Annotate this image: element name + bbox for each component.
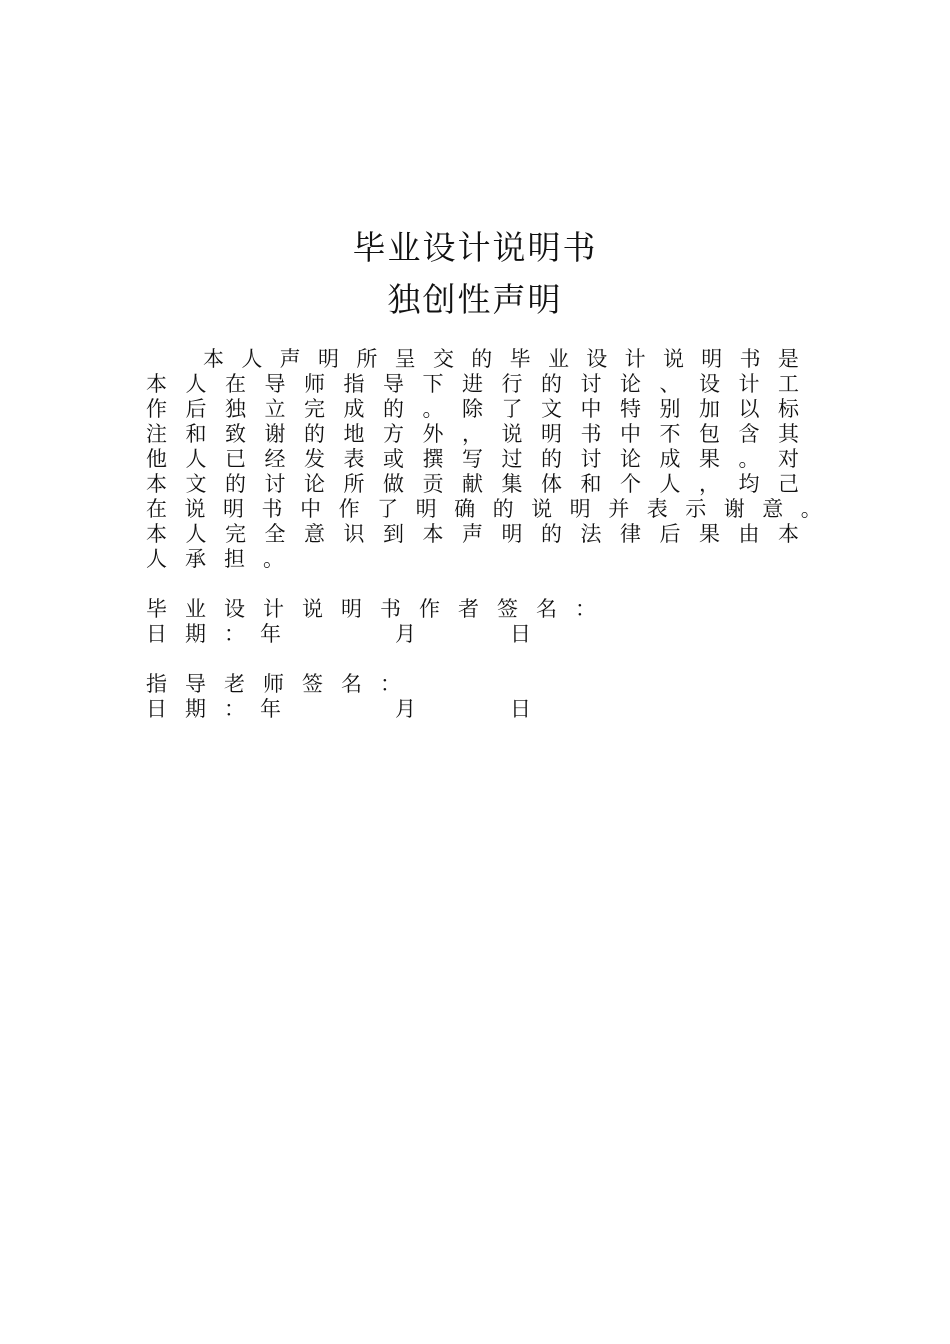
advisor-date-label: 日期： — [146, 697, 263, 721]
body-char: 讨 — [580, 372, 602, 396]
body-char: 论 — [620, 372, 641, 396]
body-char: 并 — [608, 497, 630, 521]
body-char: 人 — [659, 472, 681, 496]
body-char: 说 — [662, 347, 684, 371]
body-char: 己 — [778, 472, 799, 496]
body-char: 论 — [304, 472, 325, 496]
declaration-title: 独创性声明 — [387, 280, 563, 319]
body-char: 本 — [146, 522, 167, 546]
body-char: 中 — [300, 497, 322, 521]
body-char: 明 — [701, 347, 723, 371]
body-char: 中 — [580, 397, 602, 421]
body-char: 意 — [304, 522, 325, 546]
body-line — [146, 547, 302, 572]
body-char: 计 — [738, 372, 760, 396]
body-char: 的 — [225, 472, 246, 496]
body-char: 人 — [185, 522, 207, 546]
body-char: 致 — [225, 422, 246, 446]
body-char: 明 — [223, 497, 245, 521]
body-line — [146, 372, 799, 397]
body-char: 和 — [185, 422, 207, 446]
body-char: 进 — [462, 372, 483, 396]
body-char: 他 — [146, 447, 167, 471]
body-char: 。 — [800, 497, 822, 521]
body-line — [146, 472, 799, 497]
body-char: 人 — [241, 347, 263, 371]
body-line — [203, 347, 799, 372]
body-char: 经 — [264, 447, 286, 471]
body-char: 表 — [343, 447, 365, 471]
body-char: 计 — [624, 347, 646, 371]
body-char: 书 — [261, 497, 283, 521]
body-char: 明 — [317, 347, 339, 371]
body-char: 含 — [738, 422, 760, 446]
body-char: 的 — [492, 497, 514, 521]
body-char: 由 — [738, 522, 760, 546]
body-char: 均 — [738, 472, 760, 496]
body-char: 本 — [146, 372, 167, 396]
body-char: 谢 — [264, 422, 286, 446]
body-char: 文 — [541, 397, 562, 421]
author-date-label: 日期： — [146, 622, 263, 646]
body-char: 方 — [383, 422, 404, 446]
body-char: 的 — [304, 422, 325, 446]
advisor-month-label: 月 — [395, 697, 416, 721]
body-char: 明 — [569, 497, 591, 521]
body-char: 后 — [659, 522, 681, 546]
body-char: 明 — [501, 522, 523, 546]
body-char: 表 — [646, 497, 668, 521]
body-char: 地 — [343, 422, 365, 446]
author-day-label: 日 — [510, 622, 531, 646]
body-char: 集 — [501, 472, 523, 496]
body-char: 文 — [185, 472, 207, 496]
body-char: 声 — [279, 347, 301, 371]
body-char: 是 — [777, 347, 799, 371]
body-char: 。 — [263, 547, 284, 571]
body-char: 不 — [659, 422, 681, 446]
body-char: 已 — [225, 447, 246, 471]
body-char: 以 — [738, 397, 760, 421]
author-signature-label: 毕业设计说明书作者签名： — [146, 597, 614, 621]
body-char: 特 — [620, 397, 641, 421]
body-char: 说 — [531, 497, 553, 521]
body-char: 本 — [422, 522, 444, 546]
body-char: 确 — [454, 497, 476, 521]
body-char: 指 — [343, 372, 365, 396]
body-char: 说 — [501, 422, 523, 446]
body-char: 书 — [580, 422, 602, 446]
body-char: 撰 — [422, 447, 444, 471]
body-char: 行 — [501, 372, 523, 396]
body-char: 承 — [185, 547, 206, 571]
body-char: 发 — [304, 447, 325, 471]
body-char: 本 — [146, 472, 167, 496]
body-char: 作 — [146, 397, 167, 421]
body-char: 外 — [422, 422, 444, 446]
body-char: ， — [462, 422, 483, 446]
body-char: 了 — [377, 497, 399, 521]
body-char: 完 — [304, 397, 325, 421]
body-char: 中 — [620, 422, 641, 446]
body-char: 导 — [264, 372, 286, 396]
body-char: 担 — [224, 547, 245, 571]
document-title: 毕业设计说明书 — [352, 228, 598, 267]
body-char: 交 — [432, 347, 454, 371]
body-char: 在 — [225, 372, 246, 396]
body-char: 献 — [462, 472, 483, 496]
body-char: 了 — [501, 397, 523, 421]
body-char: 贡 — [422, 472, 444, 496]
body-char: 除 — [462, 397, 483, 421]
body-char: 果 — [699, 447, 720, 471]
body-char: 毕 — [509, 347, 531, 371]
body-char: 其 — [778, 422, 799, 446]
body-char: 果 — [699, 522, 720, 546]
body-char: 做 — [383, 472, 404, 496]
body-char: 写 — [462, 447, 483, 471]
body-char: 在 — [146, 497, 167, 521]
author-year-label: 年 — [260, 622, 281, 646]
body-char: 的 — [541, 447, 562, 471]
body-char: 明 — [415, 497, 437, 521]
body-char: 书 — [739, 347, 761, 371]
body-char: 讨 — [264, 472, 286, 496]
body-char: 的 — [471, 347, 493, 371]
body-char: 的 — [541, 372, 562, 396]
body-char: 声 — [462, 522, 483, 546]
body-char: 、 — [659, 372, 681, 396]
advisor-signature-label: 指导老师签名： — [146, 672, 419, 696]
body-char: 明 — [541, 422, 562, 446]
body-char: 本 — [778, 522, 799, 546]
body-char: 立 — [264, 397, 286, 421]
body-char: 过 — [501, 447, 523, 471]
body-char: ， — [699, 472, 720, 496]
body-char: 对 — [778, 447, 799, 471]
body-char: 标 — [778, 397, 799, 421]
body-char: 下 — [422, 372, 444, 396]
body-char: 成 — [659, 447, 681, 471]
body-char: 所 — [343, 472, 365, 496]
body-char: 讨 — [580, 447, 602, 471]
body-line — [146, 422, 799, 447]
body-char: 师 — [304, 372, 325, 396]
body-char: 全 — [264, 522, 286, 546]
body-char: 工 — [778, 372, 799, 396]
body-char: 识 — [343, 522, 365, 546]
body-char: 后 — [185, 397, 207, 421]
body-char: 包 — [699, 422, 720, 446]
body-char: 别 — [659, 397, 681, 421]
body-line — [146, 447, 799, 472]
body-char: 人 — [185, 372, 207, 396]
body-char: 成 — [343, 397, 365, 421]
body-char: 。 — [422, 397, 444, 421]
body-char: 。 — [738, 447, 760, 471]
author-month-label: 月 — [395, 622, 416, 646]
advisor-year-label: 年 — [260, 697, 281, 721]
body-line — [146, 497, 822, 522]
body-char: 论 — [620, 447, 641, 471]
body-char: 体 — [541, 472, 562, 496]
body-char: 独 — [225, 397, 246, 421]
advisor-day-label: 日 — [510, 697, 531, 721]
body-char: 示 — [685, 497, 707, 521]
body-char: 律 — [620, 522, 641, 546]
body-char: 所 — [356, 347, 378, 371]
body-char: 本 — [203, 347, 224, 371]
body-char: 或 — [383, 447, 404, 471]
body-char: 的 — [541, 522, 562, 546]
body-char: 个 — [620, 472, 641, 496]
body-char: 加 — [699, 397, 720, 421]
body-char: 完 — [225, 522, 246, 546]
body-char: 的 — [383, 397, 404, 421]
body-line — [146, 397, 799, 422]
body-char: 人 — [146, 547, 167, 571]
body-char: 和 — [580, 472, 602, 496]
body-char: 业 — [547, 347, 569, 371]
body-char: 导 — [383, 372, 404, 396]
body-char: 谢 — [723, 497, 745, 521]
body-char: 人 — [185, 447, 207, 471]
body-char: 说 — [184, 497, 206, 521]
body-char: 到 — [383, 522, 404, 546]
body-line — [146, 522, 799, 547]
body-char: 法 — [580, 522, 602, 546]
body-char: 设 — [699, 372, 720, 396]
body-char: 作 — [338, 497, 360, 521]
body-char: 呈 — [394, 347, 416, 371]
body-char: 意 — [762, 497, 784, 521]
body-char: 设 — [586, 347, 608, 371]
body-char: 注 — [146, 422, 167, 446]
